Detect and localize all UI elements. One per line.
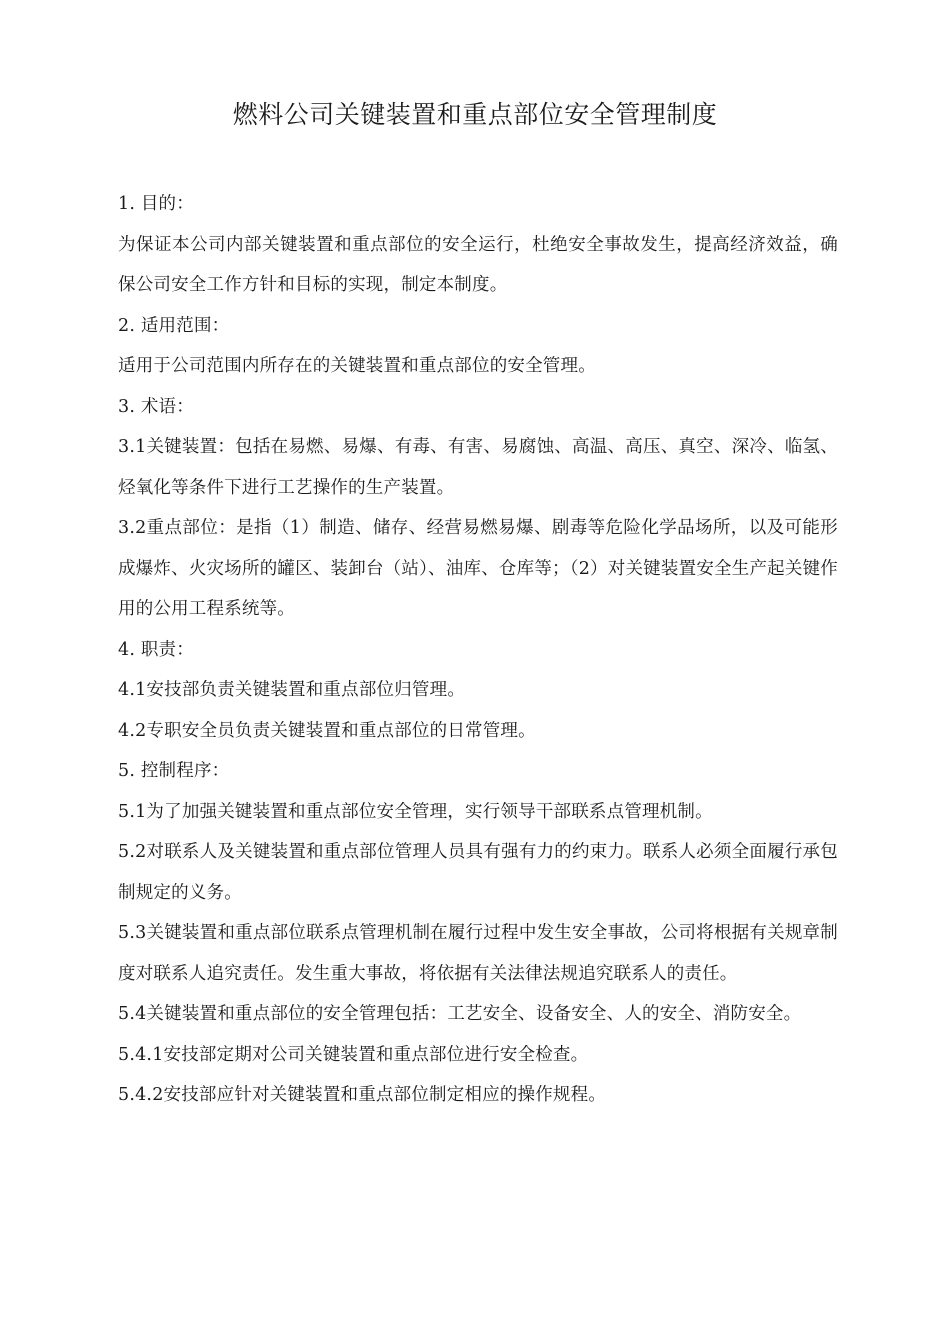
section-3-heading: 3. 术语： — [118, 396, 194, 417]
section-1-heading: 1. 目的： — [118, 194, 194, 214]
section-5-4-2-text: 5.4.2安技部应针对关键装置和重点部位制定相应的操作规程。 — [118, 1085, 607, 1105]
section-3-1-text: 3.1关键装置：包括在易燃、易爆、有毒、有害、易腐蚀、高温、高压、真空、深冷、临氢、烃氧化等条件下进行工艺操作的生产装置。 — [118, 437, 838, 498]
section-5-2-text: 5.2对联系人及关键装置和重点部位管理人员具有强有力的约束力。联系人必须全面履行承包制规定的义务。 — [118, 842, 838, 903]
section-2-heading: 2. 适用范围： — [118, 315, 230, 336]
section-5-heading: 5. 控制程序： — [118, 761, 230, 781]
section-5-3-text: 5.3关键装置和重点部位联系点管理机制在履行过程中发生安全事故，公司将根据有关规章制度对联系人追究责任。发生重大事故，将依据有关法律法规追究联系人的责任。 — [118, 923, 838, 984]
document-body — [118, 184, 838, 1116]
section-5-4-1-text: 5.4.1安技部定期对公司关键装置和重点部位进行安全检查。 — [118, 1044, 589, 1065]
section-4-1-text: 4.1安技部负责关键装置和重点部位归管理。 — [118, 680, 466, 700]
section-4-heading: 4. 职责： — [118, 639, 194, 660]
section-4-2-text: 4.2专职安全员负责关键装置和重点部位的日常管理。 — [118, 720, 536, 741]
section-5-1-text: 5.1为了加强关键装置和重点部位安全管理，实行领导干部联系点管理机制。 — [118, 801, 713, 822]
section-1-text: 为保证本公司内部关键装置和重点部位的安全运行，杜绝安全事故发生，提高经济效益，确保公司安全工作方针和目标的实现，制定本制度。 — [118, 234, 838, 295]
document-title: 燃料公司关键装置和重点部位安全管理制度 — [232, 100, 718, 129]
section-2-text: 适用于公司范围内所存在的关键装置和重点部位的安全管理。 — [118, 356, 596, 376]
section-5-4-text: 5.4关键装置和重点部位的安全管理包括：工艺安全、设备安全、人的安全、消防安全。 — [118, 1004, 802, 1024]
section-3-2-text: 3.2重点部位：是指（1）制造、储存、经营易燃易爆、剧毒等危险化学品场所，以及可能形成爆炸、火灾场所的罐区、装卸台（站）、油库、仓库等；（2）对关键装置安全生产起关键作用的公用工程系统等。 — [118, 518, 838, 619]
